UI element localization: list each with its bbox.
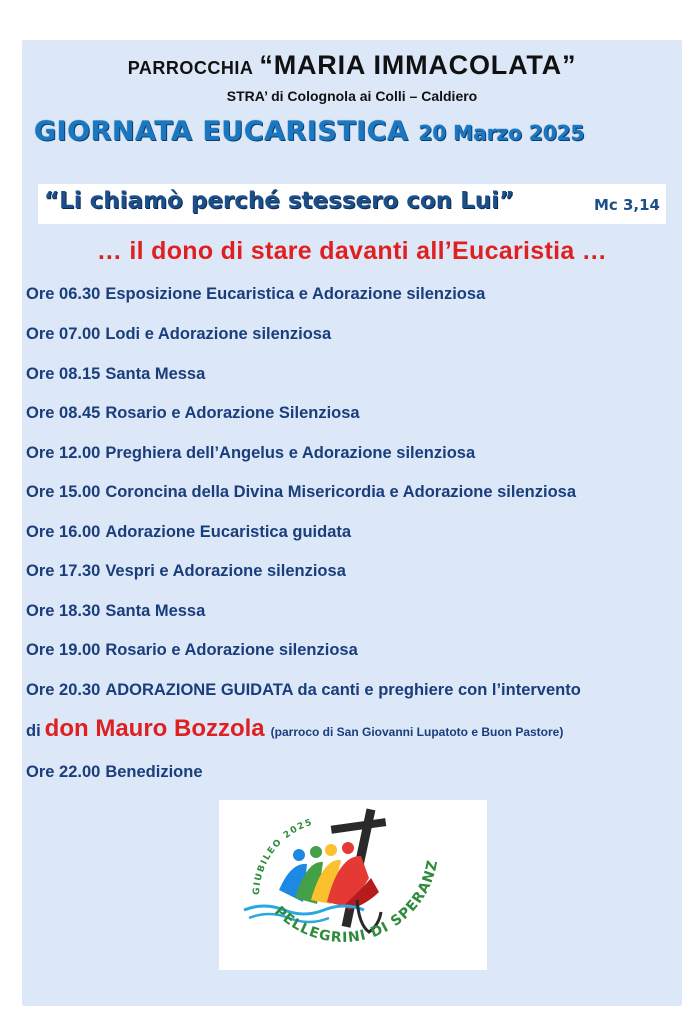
logo-top-text: GIUBILEO 2025 bbox=[251, 817, 315, 896]
logo-bottom-text: PELLEGRINI DI SPERANZ bbox=[271, 858, 442, 947]
schedule-text: Adorazione Eucaristica guidata bbox=[105, 523, 352, 541]
schedule-time: Ore 17.30 bbox=[26, 562, 101, 580]
schedule-text: Coroncina della Divina Misericordia e Adorazione silenziosa bbox=[105, 483, 576, 501]
parish-heading bbox=[22, 50, 682, 81]
schedule-text: Santa Messa bbox=[105, 365, 206, 383]
event-date: 20 Marzo 2025 bbox=[418, 121, 585, 145]
schedule-text: Rosario e Adorazione Silenziosa bbox=[105, 404, 360, 422]
quote-text: “Li chiamò perché stessero con Lui” bbox=[44, 188, 515, 214]
schedule-item bbox=[26, 641, 358, 660]
schedule-time: Ore 15.00 bbox=[26, 483, 101, 501]
parish-prefix: PARROCCHIA bbox=[127, 58, 254, 78]
schedule-item bbox=[26, 523, 351, 542]
schedule-text: ADORAZIONE GUIDATA da canti e preghiere con l’intervento bbox=[105, 681, 581, 699]
schedule-item bbox=[26, 562, 346, 581]
schedule-text: Rosario e Adorazione silenziosa bbox=[105, 641, 358, 659]
schedule-time: Ore 08.45 bbox=[26, 404, 101, 422]
schedule-item bbox=[26, 602, 205, 621]
parish-location: STRA’ di Colognola ai Colli – Caldiero bbox=[226, 88, 478, 104]
speaker-prefix: di bbox=[26, 722, 41, 740]
jubilee-logo-icon bbox=[219, 800, 487, 970]
event-heading bbox=[34, 116, 674, 147]
schedule-time: Ore 18.30 bbox=[26, 602, 101, 620]
schedule-item bbox=[26, 285, 485, 304]
schedule-text: Lodi e Adorazione silenziosa bbox=[105, 325, 332, 343]
jubilee-logo bbox=[219, 800, 487, 970]
parish-name: “MARIA IMMACOLATA” bbox=[259, 50, 577, 80]
event-title: GIORNATA EUCARISTICA bbox=[34, 116, 409, 147]
schedule-item bbox=[26, 404, 360, 423]
schedule-time: Ore 16.00 bbox=[26, 523, 101, 541]
tagline: … il dono di stare davanti all’Eucaristia … bbox=[96, 237, 608, 265]
speaker-note: (parroco di San Giovanni Lupatoto e Buon Pastore) bbox=[270, 725, 564, 739]
quote-reference: Mc 3,14 bbox=[593, 196, 660, 214]
schedule-item bbox=[26, 444, 475, 463]
speaker-line bbox=[26, 715, 563, 743]
schedule-time: Ore 07.00 bbox=[26, 325, 101, 343]
schedule-item bbox=[26, 763, 203, 782]
schedule-time: Ore 19.00 bbox=[26, 641, 101, 659]
speaker-name: don Mauro Bozzola bbox=[44, 715, 265, 742]
schedule-text: Benedizione bbox=[105, 763, 203, 781]
schedule-time: Ore 06.30 bbox=[26, 285, 101, 303]
schedule-text: Vespri e Adorazione silenziosa bbox=[105, 562, 346, 580]
quote-banner bbox=[38, 184, 666, 224]
schedule-time: Ore 22.00 bbox=[26, 763, 101, 781]
schedule-time: Ore 20.30 bbox=[26, 681, 101, 699]
schedule-text: Esposizione Eucaristica e Adorazione silenziosa bbox=[105, 285, 486, 303]
flyer bbox=[22, 40, 682, 1006]
schedule-text: Preghiera dell’Angelus e Adorazione silenziosa bbox=[105, 444, 476, 462]
schedule-text: Santa Messa bbox=[105, 602, 206, 620]
schedule-item bbox=[26, 325, 331, 344]
schedule-time: Ore 08.15 bbox=[26, 365, 101, 383]
schedule-item bbox=[26, 681, 581, 700]
schedule-time: Ore 12.00 bbox=[26, 444, 101, 462]
schedule-item bbox=[26, 365, 205, 384]
schedule-item bbox=[26, 483, 576, 502]
